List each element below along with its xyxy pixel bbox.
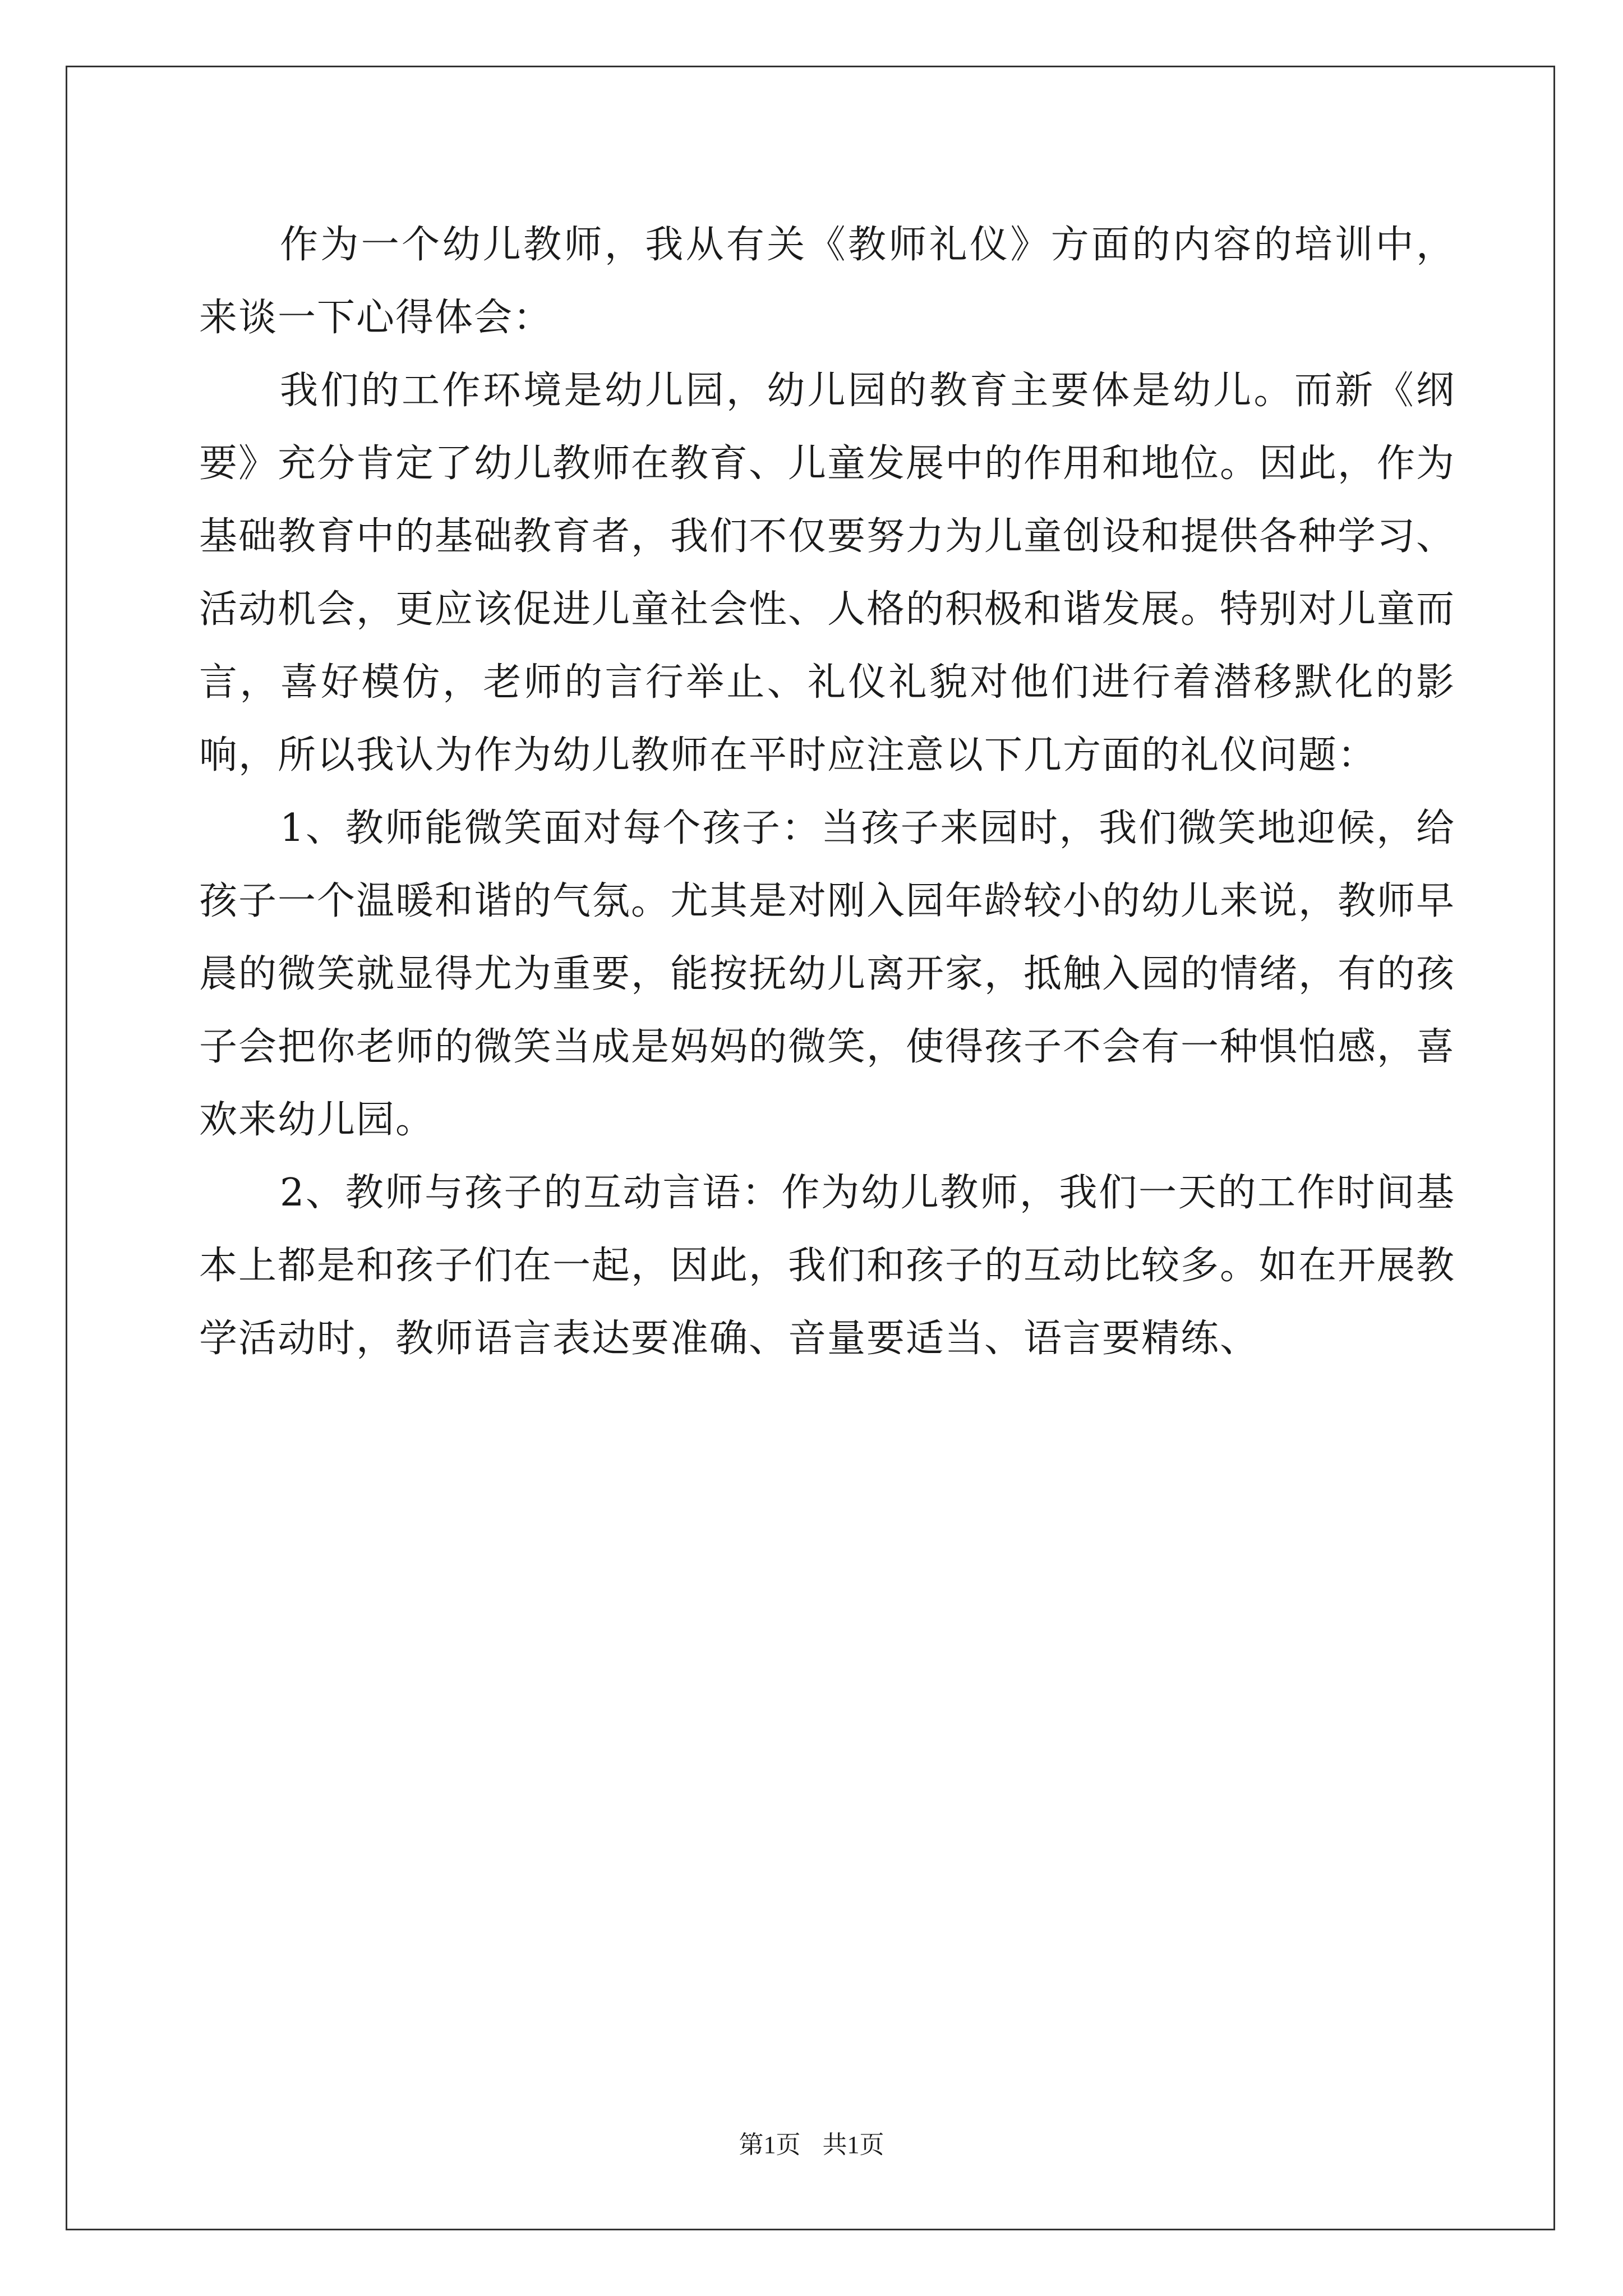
page-total: 共1页	[822, 2131, 884, 2159]
paragraph: 2、教师与孩子的互动言语：作为幼儿教师，我们一天的工作时间基本上都是和孩子们在一起，因此，我们和孩子的互动比较多。如在开展教学活动时，教师语言表达要准确、音量要适当、语言要精练、	[199, 1171, 1456, 1361]
paragraph: 1、教师能微笑面对每个孩子：当孩子来园时，我们微笑地迎候，给孩子一个温暖和谐的气氛。尤其是对刚入园年龄较小的幼儿来说，教师早晨的微笑就显得尤为重要，能按抚幼儿离开家，抵触入园的情绪，有的孩子会把你老师的微笑当成是妈妈的微笑，使得孩子不会有一种惧怕感，喜欢来幼儿园。	[199, 806, 1456, 1142]
paragraph: 我们的工作环境是幼儿园，幼儿园的教育主要体是幼儿。而新《纲要》充分肯定了幼儿教师在教育、儿童发展中的作用和地位。因此，作为基础教育中的基础教育者，我们不仅要努力为儿童创设和提供各种学习、活动机会，更应该促进儿童社会性、人格的积极和谐发展。特别对儿童而言，喜好模仿，老师的言行举止、礼仪礼貌对他们进行着潜移默化的影响，所以我认为作为幼儿教师在平时应注意以下几方面的礼仪问题：	[199, 369, 1456, 777]
document-body	[199, 209, 1455, 1375]
paragraph: 作为一个幼儿教师，我从有关《教师礼仪》方面的内容的培训中，来谈一下心得体会：	[199, 223, 1455, 340]
page-footer	[0, 2124, 1623, 2160]
page-number: 第1页	[739, 2131, 801, 2159]
